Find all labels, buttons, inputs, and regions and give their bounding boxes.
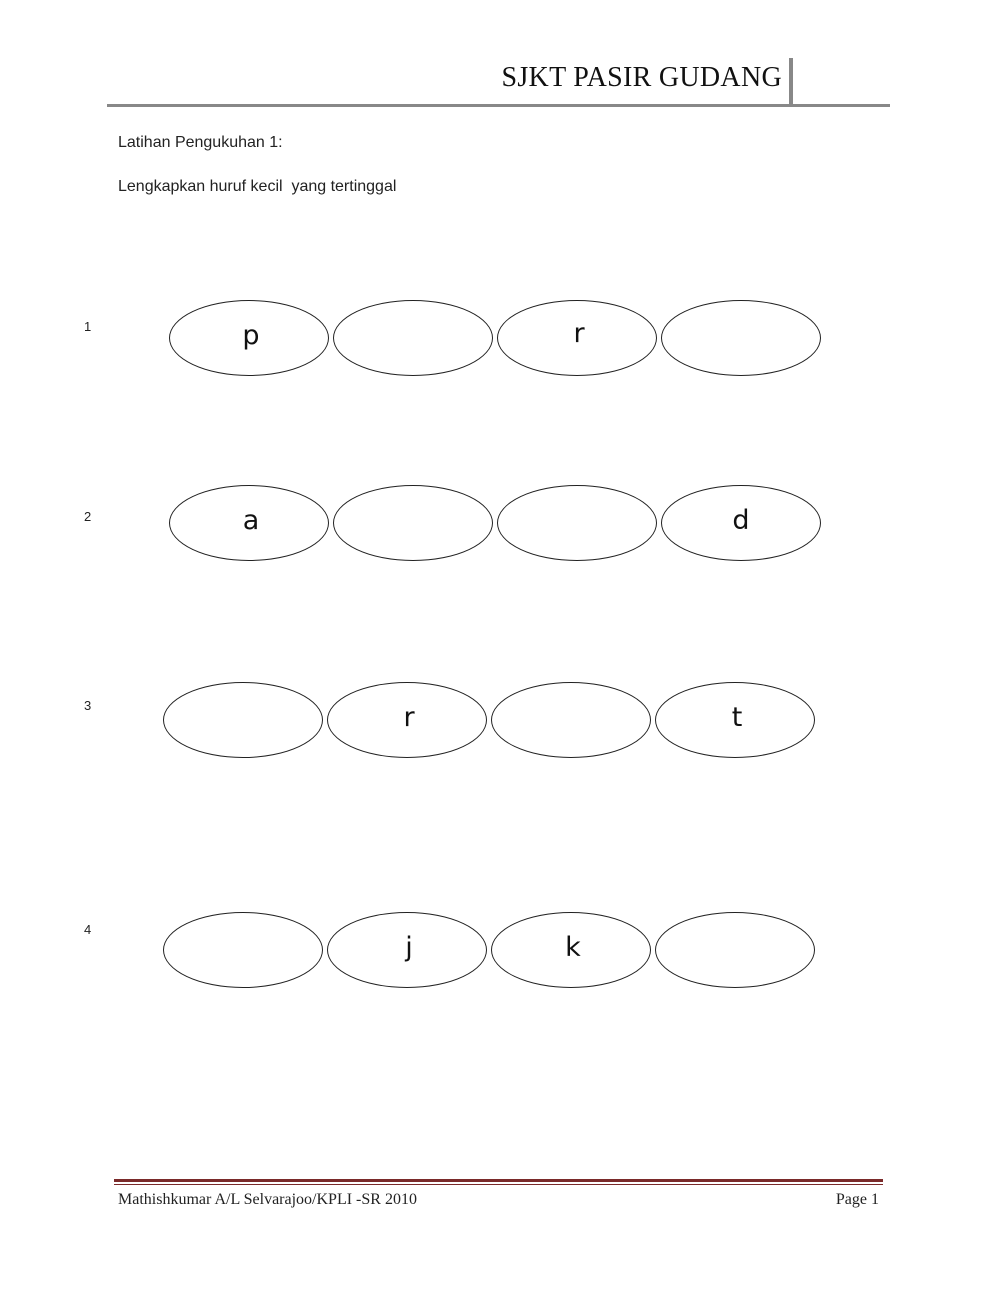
letter-oval[interactable] <box>661 300 821 376</box>
letter-oval[interactable] <box>491 682 651 758</box>
oval-letter: p <box>242 320 260 351</box>
exercise-heading: Latihan Pengukuhan 1: <box>118 134 283 151</box>
letter-oval[interactable] <box>163 682 323 758</box>
letter-row-4 <box>163 912 823 992</box>
oval-letter: a <box>242 505 260 536</box>
footer-divider <box>114 1179 883 1182</box>
school-title: SJKT PASIR GUDANG <box>501 62 782 93</box>
row-number-4: 4 <box>84 922 92 937</box>
exercise-instruction: Lengkapkan huruf kecil yang tertinggal <box>118 178 397 195</box>
letter-oval[interactable] <box>163 912 323 988</box>
letter-oval[interactable] <box>333 485 493 561</box>
oval-letter: k <box>565 932 581 963</box>
letter-oval[interactable] <box>497 485 657 561</box>
oval-letter: t <box>731 702 743 733</box>
oval-letter: j <box>405 932 413 963</box>
row-number-2: 2 <box>84 509 92 524</box>
oval-letter: r <box>573 318 585 349</box>
letter-row-1 <box>169 300 829 380</box>
letter-oval[interactable] <box>333 300 493 376</box>
row-number-3: 3 <box>84 698 92 713</box>
oval-letter: r <box>403 702 415 733</box>
header-divider <box>107 104 890 107</box>
header-divider-vertical <box>789 58 793 106</box>
footer-author: Mathishkumar A/L Selvarajoo/KPLI -SR 2010 <box>118 1191 417 1208</box>
page-number: Page 1 <box>835 1191 879 1208</box>
letter-row-2 <box>169 485 829 565</box>
letter-row-3 <box>163 682 823 762</box>
letter-oval[interactable] <box>655 912 815 988</box>
row-number-1: 1 <box>84 319 92 334</box>
oval-letter: d <box>732 505 750 536</box>
footer-divider-thin <box>114 1184 883 1185</box>
